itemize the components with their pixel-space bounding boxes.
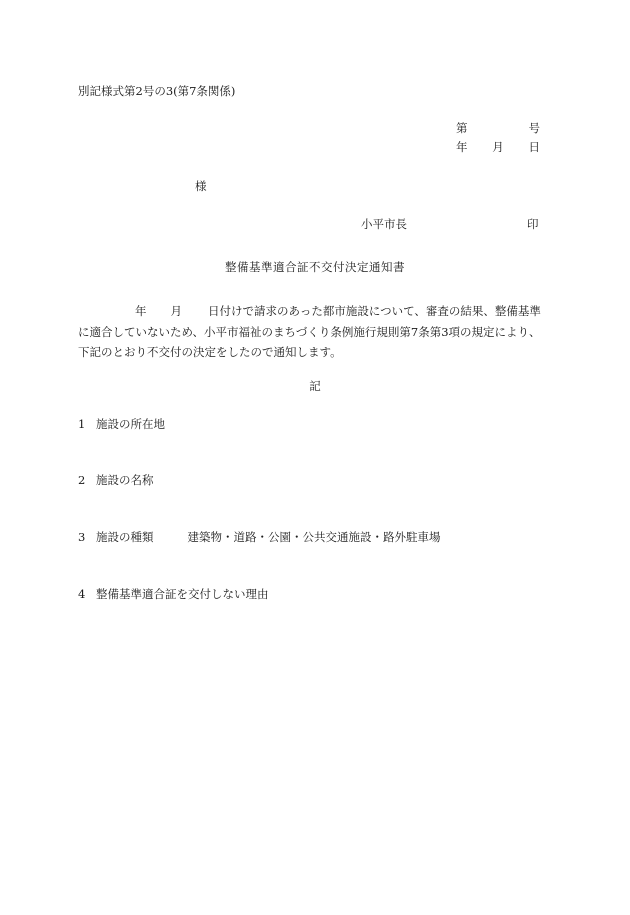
body-month: 月 [170, 304, 182, 318]
item-number: 1 [78, 417, 86, 431]
date-month: 月 [492, 140, 504, 154]
body-line-3: 下記のとおり不交付の決定をしたので通知します。 [78, 345, 342, 359]
item-number: 4 [78, 587, 86, 601]
item-label: 施設の名称 [96, 473, 154, 487]
item-facility-type [78, 529, 441, 545]
doc-number-prefix: 第 [456, 121, 468, 135]
item-location [78, 416, 165, 432]
form-label: 別記様式第2号の3(第7条関係) [78, 84, 236, 98]
item-reason [78, 586, 269, 602]
doc-number-suffix: 号 [528, 121, 540, 135]
item-label: 施設の種類 [96, 530, 154, 544]
body-line-1-rest: 日付けで請求のあった都市施設について、審査の結果、整備基準 [208, 304, 541, 318]
item-facility-name [78, 472, 154, 488]
body-year: 年 [135, 304, 147, 318]
seal-mark: 印 [527, 217, 539, 231]
item-label: 施設の所在地 [96, 417, 165, 431]
ki-heading: 記 [309, 379, 321, 393]
notice-body [78, 301, 554, 363]
document-title: 整備基準適合証不交付決定通知書 [225, 260, 405, 274]
item-number: 2 [78, 473, 86, 487]
issue-date [456, 139, 540, 155]
addressee-honorific: 様 [195, 179, 207, 193]
sender-name: 小平市長 [361, 217, 407, 231]
document-number [456, 120, 540, 136]
body-line-2: に適合していないため、小平市福祉のまちづくり条例施行規則第7条第3項の規定により、 [78, 324, 541, 339]
body-line-1 [78, 301, 554, 322]
item-label: 整備基準適合証を交付しない理由 [96, 587, 269, 601]
item-number: 3 [78, 530, 86, 544]
date-year: 年 [456, 140, 468, 154]
date-day: 日 [528, 140, 540, 154]
facility-type-options: 建築物・道路・公園・公共交通施設・路外駐車場 [187, 530, 441, 544]
